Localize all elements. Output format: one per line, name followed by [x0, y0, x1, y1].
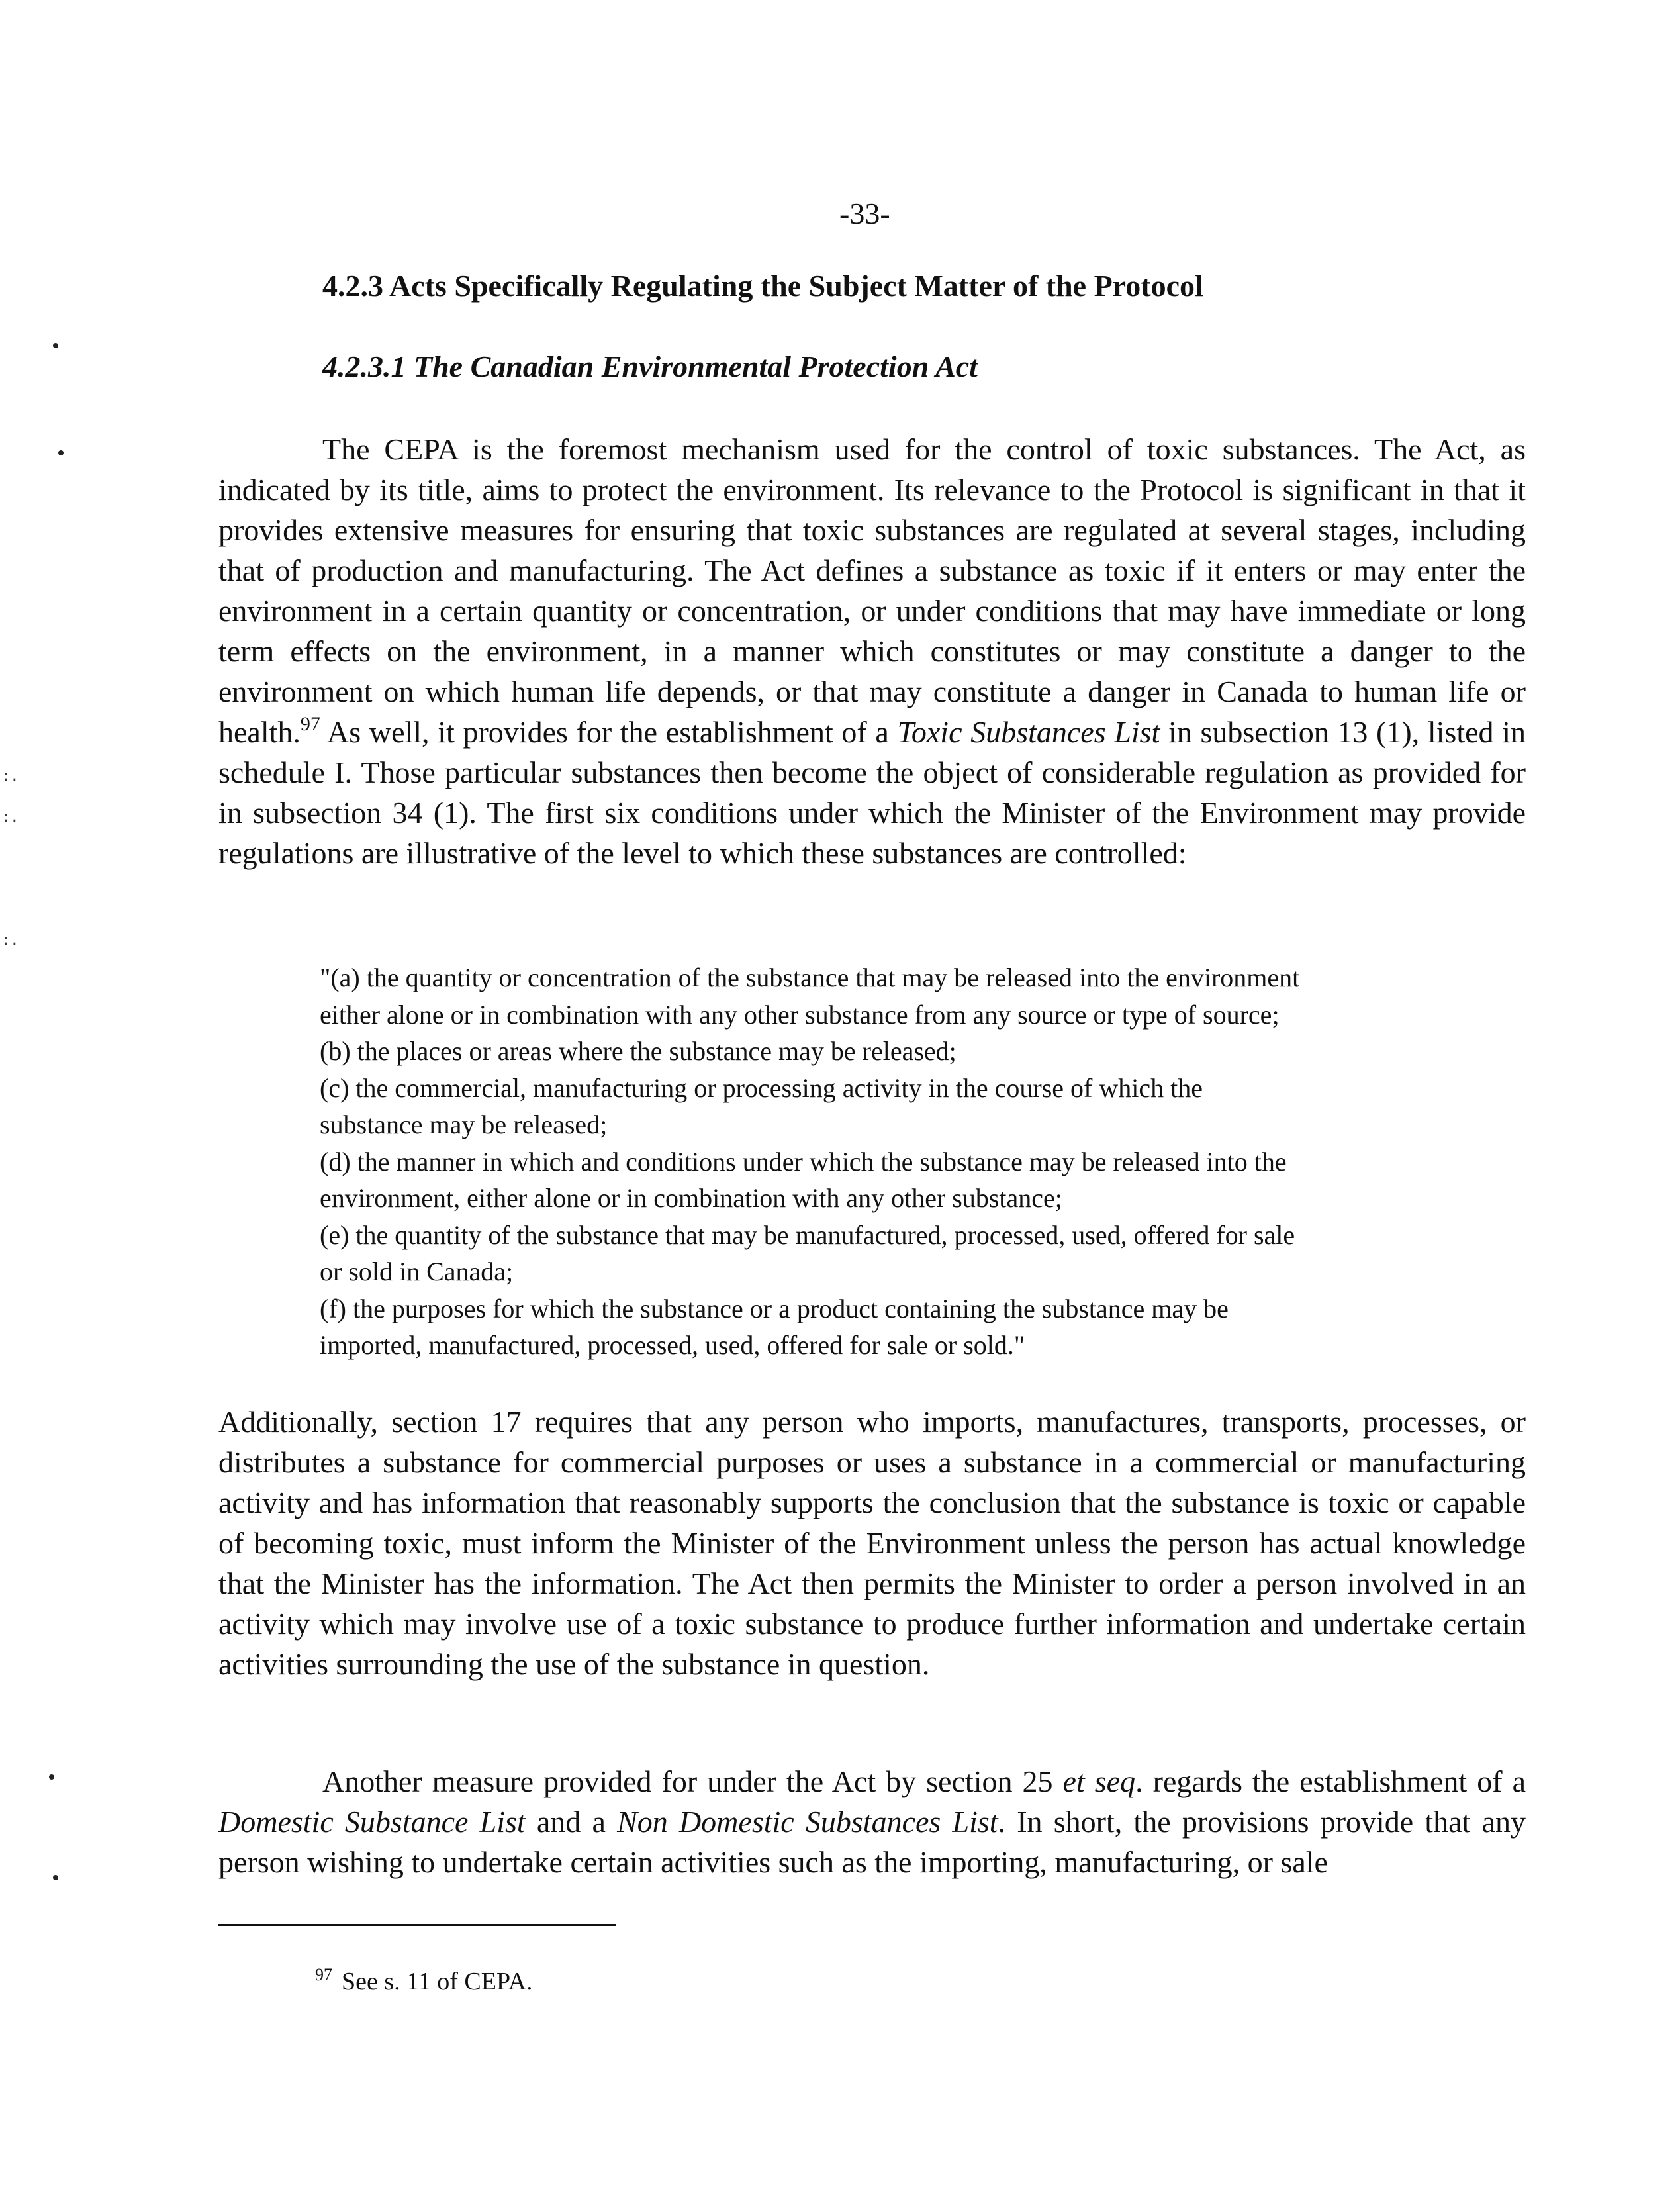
footnote-text: See s. 11 of CEPA.: [342, 1968, 533, 1995]
paragraph-text: in subsection 13 (1), listed in schedule I. Those particular substances then become the object of considerable regulation as provided for in subsection 34 (1). The first six conditions under which the Minister of the Environment may provide regulations are illustrative of the level to which these substances are controlled:: [218, 715, 1526, 870]
quote-line: environment, either alone or in combination with any other substance;: [320, 1183, 1062, 1213]
quote-line: imported, manufactured, processed, used, offered for sale or sold.": [320, 1330, 1025, 1360]
scan-speck: [53, 343, 58, 348]
footnote-divider: [218, 1924, 616, 1926]
paragraph-section-17: [218, 1402, 1526, 1684]
scan-margin-mark: :.: [1, 809, 19, 826]
scan-speck: [53, 1875, 58, 1880]
footnote-number: 97: [315, 1965, 332, 1984]
quote-line: "(a) the quantity or concentration of the substance that may be released into the environment: [320, 963, 1300, 992]
paragraph-text: The CEPA is the foremost mechanism used for the control of toxic substances. The Act, as indicated by its title, aims to protect the environment. Its relevance to the Protocol is significant in that it provides extensive measures for ensuring that toxic substances are regulated at several stages, including that of production and manufacturing. The Act defines a substance as toxic if it enters or may enter the environment in a certain quantity or concentration, or under conditions that may have immediate or long term effects on the environment, in a manner which constitutes or may constitute a danger to the environment on which human life depends, or that may constitute a danger in Canada to human life or health.: [218, 432, 1526, 749]
quote-line: or sold in Canada;: [320, 1257, 514, 1286]
emphasis-text: Toxic Substances List: [897, 715, 1160, 749]
footnote: [315, 1965, 533, 1996]
quote-line: (e) the quantity of the substance that may be manufactured, processed, used, offered for sale: [320, 1220, 1295, 1250]
paragraph-text: and a: [525, 1805, 618, 1839]
quote-line: (d) the manner in which and conditions under which the substance may be released into the: [320, 1146, 1287, 1176]
quote-line: (b) the places or areas where the substance may be released;: [320, 1036, 957, 1066]
section-heading: 4.2.3 Acts Specifically Regulating the Subject Matter of the Protocol: [322, 269, 1203, 303]
paragraph-text: Another measure provided for under the Act by section 25: [322, 1764, 1063, 1798]
block-quote-regulations: [320, 959, 1432, 1364]
scan-speck: [58, 450, 64, 455]
quote-line: (c) the commercial, manufacturing or processing activity in the course of which the: [320, 1073, 1203, 1103]
quote-line: substance may be released;: [320, 1110, 608, 1139]
emphasis-text: Domestic Substance List: [218, 1805, 526, 1839]
paragraph-cepa-intro: [218, 429, 1526, 873]
footnote-reference: 97: [300, 713, 320, 735]
paragraph-text: As well, it provides for the establishment of a: [320, 715, 898, 749]
quote-line: either alone or in combination with any other substance from any source or type of source;: [320, 999, 1280, 1030]
paragraph-text: . regards the establishment of a: [1135, 1764, 1526, 1798]
page-number: -33-: [839, 197, 890, 230]
paragraph-substance-lists: [218, 1761, 1526, 1882]
quote-line: (f) the purposes for which the substance or a product containing the substance may be: [320, 1293, 1229, 1323]
scan-speck: [49, 1774, 54, 1780]
emphasis-text: et seq: [1062, 1764, 1136, 1798]
paragraph-text: . In short, the provisions provide that any person wishing to undertake certain activities such as the importing, manufacturing, or sale: [218, 1805, 1526, 1879]
subsection-heading: 4.2.3.1 The Canadian Environmental Protection Act: [322, 350, 978, 383]
emphasis-text: Non Domestic Substances List: [617, 1805, 998, 1839]
scan-margin-mark: :.: [1, 768, 19, 785]
scan-margin-mark: :.: [1, 932, 19, 949]
paragraph-text: Additionally, section 17 requires that any person who imports, manufactures, transports, processes, or distributes a substance for commercial purposes or uses a substance in a commercial or manufacturing activity and has information that reasonably supports the conclusion that the substance is toxic or capable of becoming toxic, must inform the Minister of the Environment unless the person has actual knowledge that the Minister has the information. The Act then permits the Minister to order a person involved in an activity which may involve use of a toxic substance to produce further information and undertake certain activities surrounding the use of the substance in question.: [218, 1405, 1526, 1681]
